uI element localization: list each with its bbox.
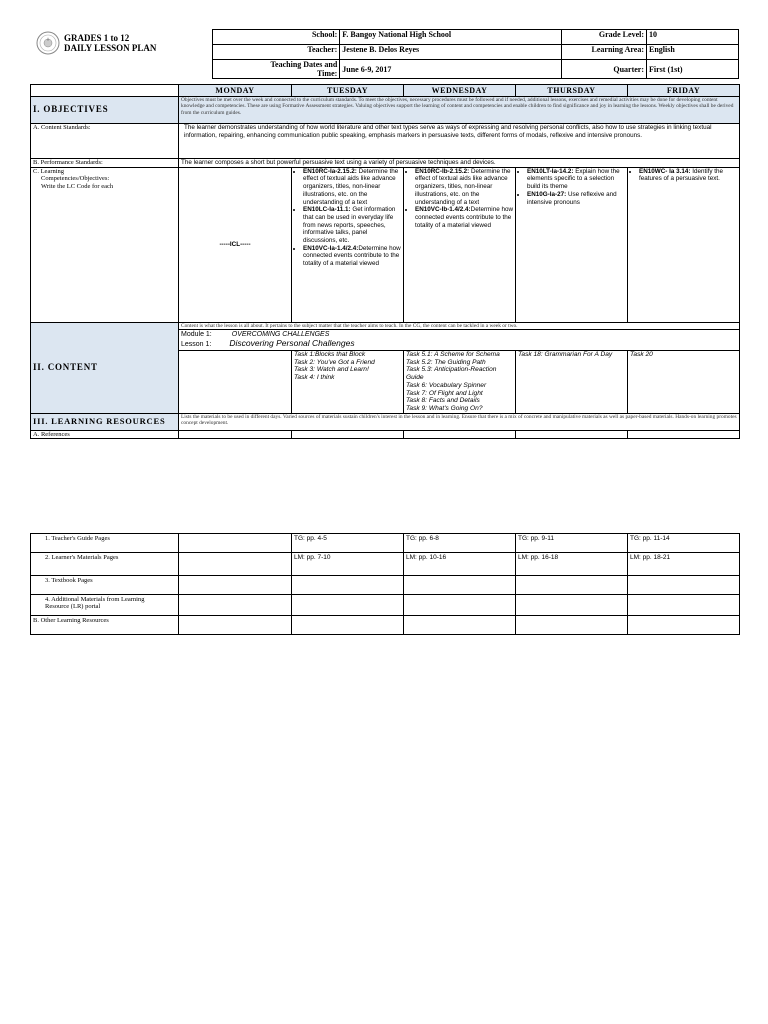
competency-item <box>415 206 513 229</box>
competency-code: EN10WC- Ia 3.14: <box>639 167 691 175</box>
table-row <box>31 595 740 616</box>
thursday-content <box>516 351 628 414</box>
lesson-label: Lesson 1: <box>181 341 212 348</box>
ref-cell <box>516 616 628 635</box>
competency-text: Determine how connected events contribute to the totality of a material viewed <box>415 206 514 229</box>
ref-cell <box>179 553 292 576</box>
ref-cell: LM: pp. 10-16 <box>404 553 516 576</box>
table-row <box>31 616 740 635</box>
competency-item <box>303 245 401 268</box>
competency-text: Explain how the elements specific to a selection build its theme <box>527 167 620 191</box>
school-label: School: <box>213 30 340 45</box>
friday-content <box>628 351 740 414</box>
quarter-value: First (1st) <box>647 60 739 79</box>
grade-value: 10 <box>647 30 739 45</box>
competencies-label-line-2: Competencies/Objectives: <box>41 175 110 183</box>
ref-cell: TG: pp. 9-11 <box>516 534 628 553</box>
competency-item <box>303 206 401 245</box>
table-row <box>31 576 740 595</box>
references-table <box>30 533 740 635</box>
table-row <box>31 534 740 553</box>
ref-cell: LM: pp. 7-10 <box>292 553 404 576</box>
competency-item <box>303 168 401 207</box>
monday-content <box>179 351 292 414</box>
ref-cell <box>628 595 740 616</box>
ref-label: 4. Additional Materials from Learning Resource (LR) portal <box>31 595 179 616</box>
objectives-heading: I. OBJECTIVES <box>31 97 179 124</box>
dates-label <box>213 60 340 79</box>
references-friday <box>628 430 740 439</box>
references-thursday <box>516 430 628 439</box>
ref-cell <box>292 595 404 616</box>
table-row <box>31 553 740 576</box>
lesson-plan-table <box>30 84 740 439</box>
grade-label: Grade Level: <box>562 30 647 45</box>
content-standards-text: The learner demonstrates understanding of how world literature and other text types serve as ways of expressing and resolving personal conflicts, also how to use strategies in linking textual information, repairing, enhancing communication public speaking, emphasis markers in persuasive texts, different forms of modals, reflexive and intensive pronouns. <box>179 124 740 159</box>
competency-text: Get information that can be used in everyday life from news reports, speeches, informative talks, panel discussions, etc. <box>303 206 396 245</box>
performance-standards-text: The learner composes a short but powerful persuasive text using a variety of persuasive techniques and devices. <box>179 159 740 168</box>
day-thursday: THURSDAY <box>516 85 628 97</box>
competency-code: EN10RC-Ib-2.15.2: <box>415 167 470 175</box>
content-description: Content is what the lesson is all about. It pertains to the subject matter that the teacher aims to teach. In the CG, the content can be tackled in a week or two. <box>179 322 740 329</box>
references-tuesday <box>292 430 404 439</box>
ref-cell: TG: pp. 6-8 <box>404 534 516 553</box>
module-label: Module 1: <box>181 331 212 338</box>
ref-cell <box>404 616 516 635</box>
competency-text: Determine how connected events contribute to the totality of a material viewed <box>303 244 401 268</box>
competency-code: EN10LT-Ia-14.2: <box>527 167 574 175</box>
competency-item <box>527 168 625 191</box>
monday-competencies: -----ICL----- <box>179 167 292 322</box>
competency-code: EN10VC-Ib-1.4/2.4: <box>415 206 471 214</box>
wednesday-content <box>404 351 516 414</box>
day-wednesday: WEDNESDAY <box>404 85 516 97</box>
area-value: English <box>647 45 739 60</box>
thursday-competencies <box>516 167 628 322</box>
tuesday-competencies <box>292 167 404 322</box>
ref-cell <box>179 616 292 635</box>
ref-cell: TG: pp. 4-5 <box>292 534 404 553</box>
competency-code: EN10G-Ia-27: <box>527 190 567 198</box>
module-value: OVERCOMING CHALLENGES <box>231 331 330 338</box>
competency-item <box>639 168 737 183</box>
resources-heading: III. LEARNING RESOURCES <box>31 413 179 430</box>
performance-standards-label: B. Performance Standards: <box>31 159 179 168</box>
competency-item <box>415 168 513 207</box>
competencies-label-line-1: C. Learning <box>33 167 65 175</box>
task-item: Task 3: Watch and Learn! <box>294 366 369 374</box>
dates-label-line-1: Teaching Dates and <box>270 60 338 69</box>
tuesday-content <box>292 351 404 414</box>
dates-label-line-2: Time: <box>316 69 338 78</box>
title-line-2: DAILY LESSON PLAN <box>64 42 157 53</box>
ref-label: 1. Teacher's Guide Pages <box>31 534 179 553</box>
objectives-description: Objectives must be met over the week and connected to the curriculum standards. To meet the objectives, necessary procedures must be followed and if needed, additional lessons, exercises and remedial activities may be done for developing content knowledge and competencies. These are using Formative Assessment strategies. Valuing objectives support the learning of content and competencies and enable children to find significance and joy in learning the lessons. Weekly objectives shall be derived from the curriculum guides. <box>179 97 740 124</box>
day-friday: FRIDAY <box>628 85 740 97</box>
ref-cell: TG: pp. 11-14 <box>628 534 740 553</box>
plan-title <box>30 30 213 79</box>
ref-cell <box>292 576 404 595</box>
ref-label: B. Other Learning Resources <box>31 616 179 635</box>
title-line-1: GRADES 1 to 12 <box>64 32 130 43</box>
ref-label: 2. Learner's Materials Pages <box>31 553 179 576</box>
competency-code: EN10LC-Ia-11.1: <box>303 206 351 214</box>
task-item: Task 5.1: A Scheme for Schema <box>406 351 500 358</box>
competencies-label-line-3: Write the LC Code for each <box>41 183 114 191</box>
task-item: Task 20 <box>630 351 653 358</box>
ref-cell <box>179 534 292 553</box>
ref-cell <box>628 616 740 635</box>
content-standards-label: A. Content Standards: <box>31 124 179 159</box>
friday-competencies <box>628 167 740 322</box>
header-table <box>30 29 739 79</box>
task-item: Task 18: Grammarian For A Day <box>518 351 613 358</box>
ref-cell <box>404 595 516 616</box>
competency-text: Identify the features of a persuasive text. <box>639 167 724 183</box>
ref-cell <box>179 595 292 616</box>
school-value: F. Bangoy National High School <box>340 30 562 45</box>
wednesday-competencies <box>404 167 516 322</box>
ref-cell <box>628 576 740 595</box>
competency-text: Determine the effect of textual aids like advance organizers, titles, non-linear illustrations, etc. on the understanding of a text <box>303 167 399 206</box>
ref-cell <box>292 616 404 635</box>
corner-cell <box>31 85 179 97</box>
references-wednesday <box>404 430 516 439</box>
references-label: A. References <box>31 430 179 439</box>
ref-cell: LM: pp. 18-21 <box>628 553 740 576</box>
module-lesson-cell <box>179 330 740 351</box>
ref-cell <box>404 576 516 595</box>
task-item: Task 8: Facts and Details <box>406 397 480 405</box>
quarter-label: Quarter: <box>562 60 647 79</box>
task-item: Task 5.3: Anticipation-Reaction Guide <box>406 366 497 382</box>
teacher-label: Teacher: <box>213 45 340 60</box>
area-label: Learning Area: <box>562 45 647 60</box>
ref-cell <box>179 576 292 595</box>
teacher-value: Jestene B. Delos Reyes <box>340 45 562 60</box>
dates-value: June 6-9, 2017 <box>340 60 562 79</box>
task-item: Task 2: You've Got a Friend <box>294 358 375 366</box>
content-heading: II. CONTENT <box>31 322 179 413</box>
task-item: Task 1:Blocks that Block <box>294 351 366 358</box>
task-item: Task 9: What's Going On? <box>406 404 483 412</box>
competency-item <box>527 191 625 206</box>
task-item: Task 5.2: The Guiding Path <box>406 358 486 366</box>
ref-cell <box>516 595 628 616</box>
competency-text: Use reflexive and intensive pronouns <box>527 190 617 206</box>
competency-code: EN10RC-Ia-2.15.2: <box>303 167 357 175</box>
day-tuesday: TUESDAY <box>292 85 404 97</box>
task-item: Task 4: I think <box>294 374 335 382</box>
day-monday: MONDAY <box>179 85 292 97</box>
task-item: Task 7: Of Flight and Light <box>406 389 483 397</box>
references-monday <box>179 430 292 439</box>
competency-text: Determine the effect of textual aids like advance organizers, titles, non-linear illustrations, etc. on the understanding of a text <box>415 167 511 206</box>
competencies-label <box>31 167 179 322</box>
task-item: Task 6: Vocabulary Spinner <box>406 381 487 389</box>
competency-code: EN10VC-Ia-1.4/2.4: <box>303 244 359 252</box>
ref-cell <box>516 576 628 595</box>
resources-description: Lists the materials to be used in different days. Varied sources of materials sustain children's interest in the lesson and in learning. Ensure that there is a mix of concrete and manipulative materials as well as paper-based materials. Hands-on learning promotes concept development. <box>179 413 740 430</box>
lesson-value: Discovering Personal Challenges <box>229 338 355 348</box>
ref-label: 3. Textbook Pages <box>31 576 179 595</box>
lesson-line <box>181 339 737 349</box>
ref-cell: LM: pp. 16-18 <box>516 553 628 576</box>
